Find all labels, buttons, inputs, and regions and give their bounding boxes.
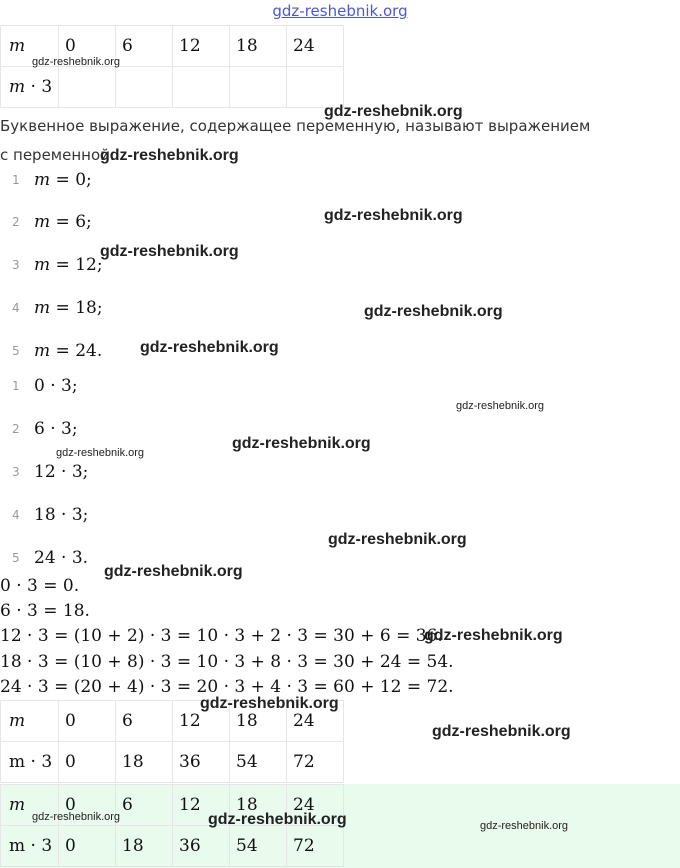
list-number: 2 xyxy=(12,215,20,229)
table-row xyxy=(1,701,344,742)
list-item xyxy=(0,339,102,363)
table-cell: m · 3 xyxy=(1,742,59,783)
table-cell: 6 xyxy=(116,26,173,67)
equation-line: 24 · 3 = (20 + 4) · 3 = 20 · 3 + 4 · 3 = 60 + 12 = 72. xyxy=(0,677,454,697)
watermark: gdz-reshebnik.org xyxy=(32,56,121,68)
watermark: gdz-reshebnik.org xyxy=(208,811,347,828)
list-expression: 0 · 3; xyxy=(34,376,78,396)
table-row xyxy=(1,826,344,867)
table-cell: 0 xyxy=(59,742,116,783)
list-expression: m = 6; xyxy=(34,212,92,232)
table-cell xyxy=(116,67,173,108)
list-item xyxy=(0,503,88,527)
list-item xyxy=(0,296,103,320)
table-row xyxy=(1,785,344,826)
table-cell xyxy=(230,67,287,108)
watermark: gdz-reshebnik.org xyxy=(32,811,121,823)
watermark: gdz-reshebnik.org xyxy=(200,695,339,712)
list-item xyxy=(0,460,88,484)
table-cell: 36 xyxy=(173,742,230,783)
list-expression: 6 · 3; xyxy=(34,419,78,439)
table-cell: 6 xyxy=(116,785,173,826)
list-expression: 12 · 3; xyxy=(34,462,89,482)
table-cell: 0 xyxy=(59,826,116,867)
list-expression: m = 18; xyxy=(34,298,103,318)
values-table-empty xyxy=(0,25,344,108)
values-table-filled xyxy=(0,700,344,783)
list-number: 5 xyxy=(12,344,20,358)
watermark: gdz-reshebnik.org xyxy=(456,400,545,412)
site-link[interactable]: gdz-reshebnik.org xyxy=(272,2,408,20)
table-cell xyxy=(287,67,344,108)
table-cell: m · 3 xyxy=(1,67,59,108)
list-number: 2 xyxy=(12,422,20,436)
watermark: gdz-reshebnik.org xyxy=(324,207,463,224)
table-cell: 54 xyxy=(230,742,287,783)
table-cell xyxy=(59,67,116,108)
table-cell: 24 xyxy=(287,26,344,67)
table-cell: 0 xyxy=(59,26,116,67)
table-row xyxy=(1,26,344,67)
list-expression: 24 · 3. xyxy=(34,548,89,568)
table-cell: 72 xyxy=(287,826,344,867)
equation-line: 6 · 3 = 18. xyxy=(0,601,90,621)
table-row xyxy=(1,67,344,108)
watermark: gdz-reshebnik.org xyxy=(324,103,463,120)
table-cell: 6 xyxy=(116,701,173,742)
watermark: gdz-reshebnik.org xyxy=(232,435,371,452)
table-cell: 24 xyxy=(287,701,344,742)
watermark: gdz-reshebnik.org xyxy=(432,723,571,740)
list-expression: m = 12; xyxy=(34,255,103,275)
list-expression: 18 · 3; xyxy=(34,505,89,525)
list-item xyxy=(0,253,103,277)
table-cell: m xyxy=(1,26,59,67)
list-item xyxy=(0,417,78,441)
watermark: gdz-reshebnik.org xyxy=(104,563,243,580)
list-number: 3 xyxy=(12,258,20,272)
table-cell: 18 xyxy=(230,26,287,67)
list-number: 3 xyxy=(12,465,20,479)
list-item xyxy=(0,546,88,570)
list-expression: m = 24. xyxy=(34,341,103,361)
table-cell: 24 xyxy=(287,785,344,826)
list-number: 4 xyxy=(12,301,20,315)
list-number: 1 xyxy=(12,379,20,393)
table-cell: 18 xyxy=(116,742,173,783)
watermark: gdz-reshebnik.org xyxy=(364,303,503,320)
list-number: 1 xyxy=(12,173,20,187)
definition-text: Буквенное выражение, содержащее переменную, называют выражением с переменной. xyxy=(0,117,591,164)
watermark: gdz-reshebnik.org xyxy=(100,147,239,164)
table-cell: m · 3 xyxy=(1,826,59,867)
equation-line: 12 · 3 = (10 + 2) · 3 = 10 · 3 + 2 · 3 = 30 + 6 = 36. xyxy=(0,626,443,646)
equation-line: 18 · 3 = (10 + 8) · 3 = 10 · 3 + 8 · 3 = 30 + 24 = 54. xyxy=(0,652,454,672)
table-cell: 18 xyxy=(116,826,173,867)
equation-line: 0 · 3 = 0. xyxy=(0,576,80,596)
list-number: 5 xyxy=(12,551,20,565)
table-cell: 12 xyxy=(173,26,230,67)
watermark: gdz-reshebnik.org xyxy=(100,243,239,260)
list-item xyxy=(0,374,78,398)
table-cell: 0 xyxy=(59,701,116,742)
table-cell xyxy=(173,67,230,108)
table-row xyxy=(1,742,344,783)
watermark: gdz-reshebnik.org xyxy=(56,447,145,459)
table-cell: 54 xyxy=(230,826,287,867)
watermark: gdz-reshebnik.org xyxy=(480,820,569,832)
table-cell: 0 xyxy=(59,785,116,826)
watermark: gdz-reshebnik.org xyxy=(140,339,279,356)
table-cell: m xyxy=(1,785,59,826)
watermark: gdz-reshebnik.org xyxy=(424,627,563,644)
table-cell: m xyxy=(1,701,59,742)
table-cell: 18 xyxy=(230,701,287,742)
table-cell: 12 xyxy=(173,785,230,826)
table-cell: 72 xyxy=(287,742,344,783)
table-cell: 12 xyxy=(173,701,230,742)
list-number: 4 xyxy=(12,508,20,522)
watermark: gdz-reshebnik.org xyxy=(328,531,467,548)
list-expression: m = 0; xyxy=(34,170,92,190)
table-cell: 18 xyxy=(230,785,287,826)
answer-table xyxy=(0,784,344,867)
list-item xyxy=(0,210,92,234)
table-cell: 36 xyxy=(173,826,230,867)
list-item xyxy=(0,168,92,192)
